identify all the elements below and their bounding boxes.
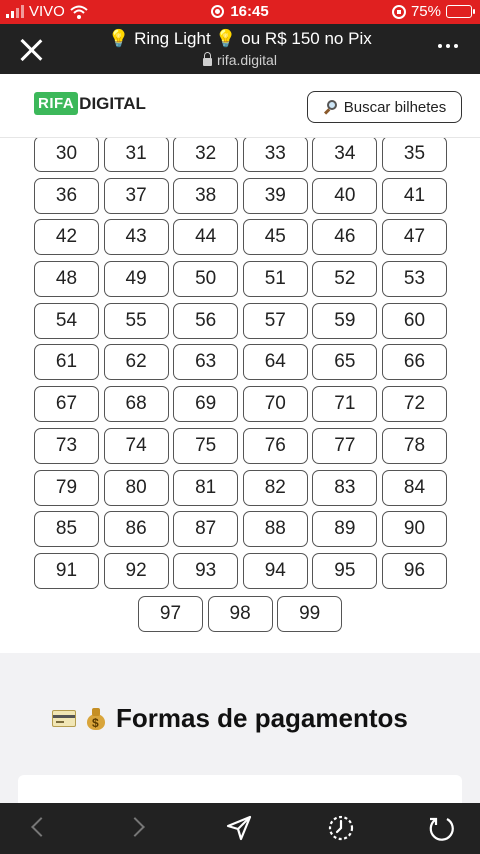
- ticket-number-button[interactable]: 33: [243, 138, 308, 172]
- ticket-number-button[interactable]: 63: [173, 344, 238, 380]
- ticket-number-button[interactable]: 86: [104, 511, 169, 547]
- ticket-number-button[interactable]: 41: [382, 178, 447, 214]
- magnifier-icon: [323, 100, 338, 115]
- ticket-last-row: [138, 596, 342, 632]
- ticket-number-button[interactable]: 88: [243, 511, 308, 547]
- status-right: [392, 3, 472, 20]
- ticket-grid: [34, 138, 447, 589]
- ticket-number-button[interactable]: 46: [312, 219, 377, 255]
- screen-recording-icon: [211, 5, 224, 18]
- ticket-number-button[interactable]: 99: [277, 596, 342, 632]
- ticket-number-button[interactable]: 61: [34, 344, 99, 380]
- close-icon[interactable]: [14, 33, 48, 67]
- ticket-number-button[interactable]: 32: [173, 138, 238, 172]
- share-icon[interactable]: [224, 813, 254, 843]
- ticket-number-button[interactable]: 81: [173, 470, 238, 506]
- ticket-number-button[interactable]: 38: [173, 178, 238, 214]
- page-title: 💡 Ring Light 💡 ou R$ 150 no Pix: [108, 29, 372, 48]
- ticket-number-button[interactable]: 96: [382, 553, 447, 589]
- ticket-number-button[interactable]: 68: [104, 386, 169, 422]
- ticket-number-button[interactable]: 49: [104, 261, 169, 297]
- ticket-number-button[interactable]: 60: [382, 303, 447, 339]
- ticket-number-button[interactable]: 51: [243, 261, 308, 297]
- ticket-number-button[interactable]: 57: [243, 303, 308, 339]
- ticket-number-button[interactable]: 54: [34, 303, 99, 339]
- site-header: [0, 74, 480, 138]
- lock-icon: [203, 58, 212, 66]
- ticket-number-button[interactable]: 64: [243, 344, 308, 380]
- ticket-number-button[interactable]: 98: [208, 596, 273, 632]
- ticket-number-button[interactable]: 67: [34, 386, 99, 422]
- ticket-number-button[interactable]: 47: [382, 219, 447, 255]
- ticket-number-button[interactable]: 89: [312, 511, 377, 547]
- ticket-number-button[interactable]: 87: [173, 511, 238, 547]
- ticket-number-button[interactable]: 69: [173, 386, 238, 422]
- ticket-number-button[interactable]: 59: [312, 303, 377, 339]
- ticket-number-button[interactable]: 66: [382, 344, 447, 380]
- search-tickets-button[interactable]: [307, 91, 462, 123]
- browser-top-bar: [0, 24, 480, 74]
- logo-rifa: RIFA: [34, 92, 78, 115]
- battery-percent: 75%: [410, 3, 441, 20]
- status-time: 16:45: [230, 3, 269, 20]
- ticket-number-button[interactable]: 36: [34, 178, 99, 214]
- ticket-number-button[interactable]: 84: [382, 470, 447, 506]
- ticket-number-button[interactable]: 39: [243, 178, 308, 214]
- ticket-number-button[interactable]: 40: [312, 178, 377, 214]
- ticket-number-button[interactable]: 80: [104, 470, 169, 506]
- ticket-number-button[interactable]: 85: [34, 511, 99, 547]
- payments-title: Formas de pagamentos: [116, 703, 408, 733]
- ticket-number-button[interactable]: 91: [34, 553, 99, 589]
- ticket-number-button[interactable]: 55: [104, 303, 169, 339]
- rotation-lock-icon: [392, 5, 406, 19]
- search-tickets-label: Buscar bilhetes: [343, 98, 447, 116]
- ticket-number-button[interactable]: 34: [312, 138, 377, 172]
- ticket-number-button[interactable]: 83: [312, 470, 377, 506]
- logo[interactable]: [34, 92, 146, 115]
- ticket-numbers-area: [0, 138, 480, 653]
- ticket-number-button[interactable]: 44: [173, 219, 238, 255]
- timer-icon[interactable]: [326, 813, 356, 843]
- ticket-number-button[interactable]: 76: [243, 428, 308, 464]
- ticket-number-button[interactable]: 56: [173, 303, 238, 339]
- ticket-number-button[interactable]: 71: [312, 386, 377, 422]
- ticket-number-button[interactable]: 35: [382, 138, 447, 172]
- ticket-number-button[interactable]: 73: [34, 428, 99, 464]
- ticket-number-button[interactable]: 75: [173, 428, 238, 464]
- ticket-number-button[interactable]: 93: [173, 553, 238, 589]
- url-bar[interactable]: [70, 52, 410, 68]
- battery-icon: [446, 5, 472, 18]
- ticket-number-button[interactable]: 62: [104, 344, 169, 380]
- ticket-number-button[interactable]: 43: [104, 219, 169, 255]
- status-bar: [0, 0, 480, 24]
- ticket-number-button[interactable]: 92: [104, 553, 169, 589]
- more-horizontal-icon[interactable]: [438, 44, 458, 48]
- ticket-number-button[interactable]: 31: [104, 138, 169, 172]
- ticket-number-button[interactable]: 72: [382, 386, 447, 422]
- payments-section: [0, 653, 480, 803]
- ticket-number-button[interactable]: 77: [312, 428, 377, 464]
- carrier-label: VIVO: [29, 3, 65, 20]
- ticket-number-button[interactable]: 74: [104, 428, 169, 464]
- logo-digital: DIGITAL: [79, 93, 146, 113]
- ticket-number-button[interactable]: 48: [34, 261, 99, 297]
- ticket-number-button[interactable]: 94: [243, 553, 308, 589]
- ticket-number-button[interactable]: 95: [312, 553, 377, 589]
- ticket-number-button[interactable]: 45: [243, 219, 308, 255]
- money-bag-icon: [86, 708, 106, 730]
- ticket-number-button[interactable]: 53: [382, 261, 447, 297]
- ticket-number-button[interactable]: 65: [312, 344, 377, 380]
- ticket-number-button[interactable]: 90: [382, 511, 447, 547]
- ticket-number-button[interactable]: 79: [34, 470, 99, 506]
- ticket-number-button[interactable]: 50: [173, 261, 238, 297]
- back-icon[interactable]: [24, 813, 54, 843]
- reload-icon[interactable]: [426, 813, 456, 843]
- ticket-number-button[interactable]: 78: [382, 428, 447, 464]
- url-text: rifa.digital: [217, 52, 277, 68]
- ticket-number-button[interactable]: 30: [34, 138, 99, 172]
- credit-card-icon: [52, 710, 76, 727]
- browser-bottom-toolbar: [0, 803, 480, 854]
- ticket-number-button[interactable]: 42: [34, 219, 99, 255]
- payments-heading: [52, 703, 408, 734]
- ticket-number-button[interactable]: 82: [243, 470, 308, 506]
- ticket-number-button[interactable]: 37: [104, 178, 169, 214]
- ticket-number-button[interactable]: 97: [138, 596, 203, 632]
- ticket-number-button[interactable]: 52: [312, 261, 377, 297]
- ticket-number-button[interactable]: 70: [243, 386, 308, 422]
- forward-icon[interactable]: [124, 813, 154, 843]
